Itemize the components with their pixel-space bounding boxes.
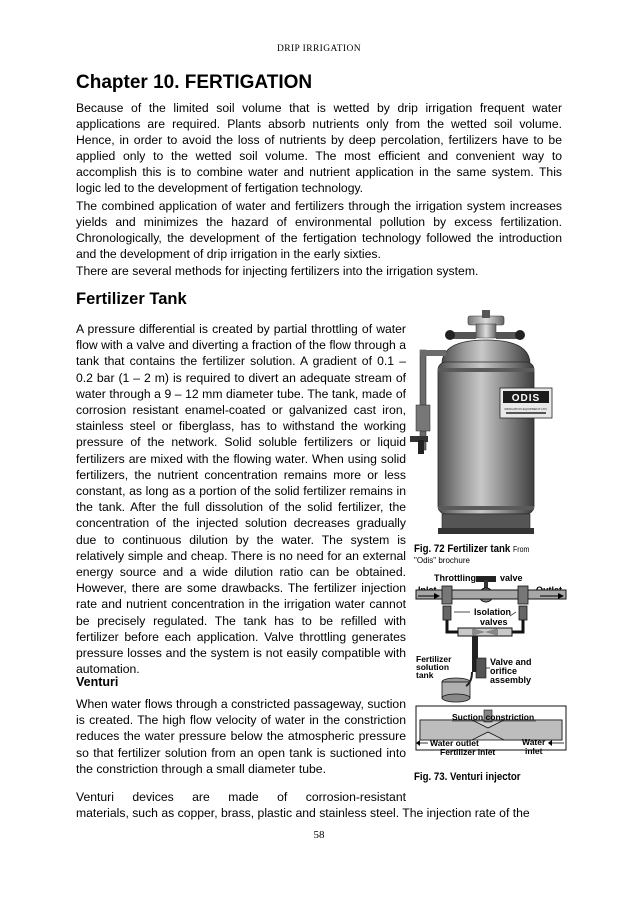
fig72-source-a: From [512,545,530,554]
label-solution: solution [416,662,450,672]
fig73-caption: Fig. 73. Venturi injector [414,771,521,783]
label-fertilizer: Fertilizer [416,654,452,664]
label-water: Water [522,737,546,747]
tank-base [442,514,530,530]
label-valve-and: Valve and [490,657,532,667]
fertilizer-tank-paragraph: A pressure differential is created by partial throttling of water flow with a valve and diverting a fraction of the flow through a tank that contains the fertilizer solution. A gradient of 0.1 – 0.2 bar (1 – 2 m) is required to divert an adequate stream of water through a 9 – 12 mm diameter tube. The tank, made of corrosion resistant enamel-coated or galvanized cast iron, stainless steel or fiberglass, has to withstand the working pressure of the network. Solid soluble fertilizers or liquid fertilizers are mixed with the flowing water. When using solid fertilizers, the nutrient concentration remains more or less constant, as long as a portion of the solid fertilizer remains in the tank. After the full dissolution of the solid fertilizer, the concentration of the injected solution decreases gradually due to continuous dilution by the water. The system is relatively simple and cheap. There is no need for an external energy source and a wide dilution ratio can be obtained. However, there are some drawbacks. The fertilizer injection rate and nutrient concentration in the irrigation water cannot be precisely regulated. The tank has to be refilled with fertilizer before each application. Valve throttling generates pressure losses and the system is not easily compatible with automation. [76,322,406,677]
isolation-valve-right [519,606,527,620]
isolation-valve-left [443,606,451,620]
fig72-source-b: "Odis" brochure [414,556,470,565]
section-heading-venturi: Venturi [76,675,119,689]
page-number: 58 [313,829,325,841]
label-fertilizer-inlet: Fertilizer inlet [440,747,496,757]
odis-brand-text: ODIS [511,393,541,404]
label-isolation: Isolation [474,607,512,617]
label-assembly: assembly [490,675,532,685]
venturi-paragraph: When water flows through a constricted passageway, suction is created. The high flow velocity of water in the constriction reduces the water pressure below the atmospheric pressure so that fertilizer solution from an open tank is suctioned into the constriction through a small diameter tube. [76,697,406,776]
running-header: DRIP IRRIGATION [276,44,362,54]
side-pipe [420,350,426,450]
fig72-caption [414,543,529,555]
label-water-inlet: inlet [525,746,543,756]
label-water-outlet: Water outlet [430,738,479,748]
intro-paragraph-3: There are several methods for injecting fertilizers into the irrigation system. [76,264,479,278]
venturi-continued-line-2: materials, such as copper, brass, plastic and stainless steel. The injection rate of the [76,806,530,820]
venturi-continued-line-1: Venturi devices are made of corrosion-resistant [76,790,406,804]
tank-lid [476,324,496,338]
fig72-caption-title: Fig. 72 Fertilizer tank [414,543,511,555]
label-isolation-valves: valves [480,617,508,627]
section-heading-fertilizer-tank: Fertilizer Tank [76,290,187,308]
chapter-title: Chapter 10. FERTIGATION [76,72,313,93]
label-valve: valve [500,573,523,583]
label-orifice: orifice [490,666,518,676]
intro-paragraph-2: The combined application of water and fertilizers through the irrigation system increases yields and minimizes the hazard of environmental pollution by excess fertilization. Chronologically, the development of the fertigation technology followed the introduction and the development of drip irrigation in the early sixties. [76,199,562,261]
label-suction-constriction: Suction constriction [452,712,535,722]
orifice-assembly [476,658,486,678]
venturi-injector-diagram [412,570,570,766]
main-pipe [416,590,566,599]
label-throttling: Throttling [434,573,476,583]
tank-body [438,362,534,514]
label-tank: tank [416,670,434,680]
odis-small-text: IRRIGATION EQUIPMENT LTD. [504,407,548,411]
intro-paragraph-1: Because of the limited soil volume that is wetted by drip irrigation frequent water applications are required. Plants absorb nutrients only from the wetted soil volume. Hence, in order to avoid the loss of nutrients by deep percolation, fertilizers have to be applied only to the wetted soil volume. The most efficient and convenient way to accomplish this is to combine water and nutrient application in the same system. This logic led to the development of fertigation technology. [76,101,562,195]
fertilizer-tank-figure [408,310,564,540]
